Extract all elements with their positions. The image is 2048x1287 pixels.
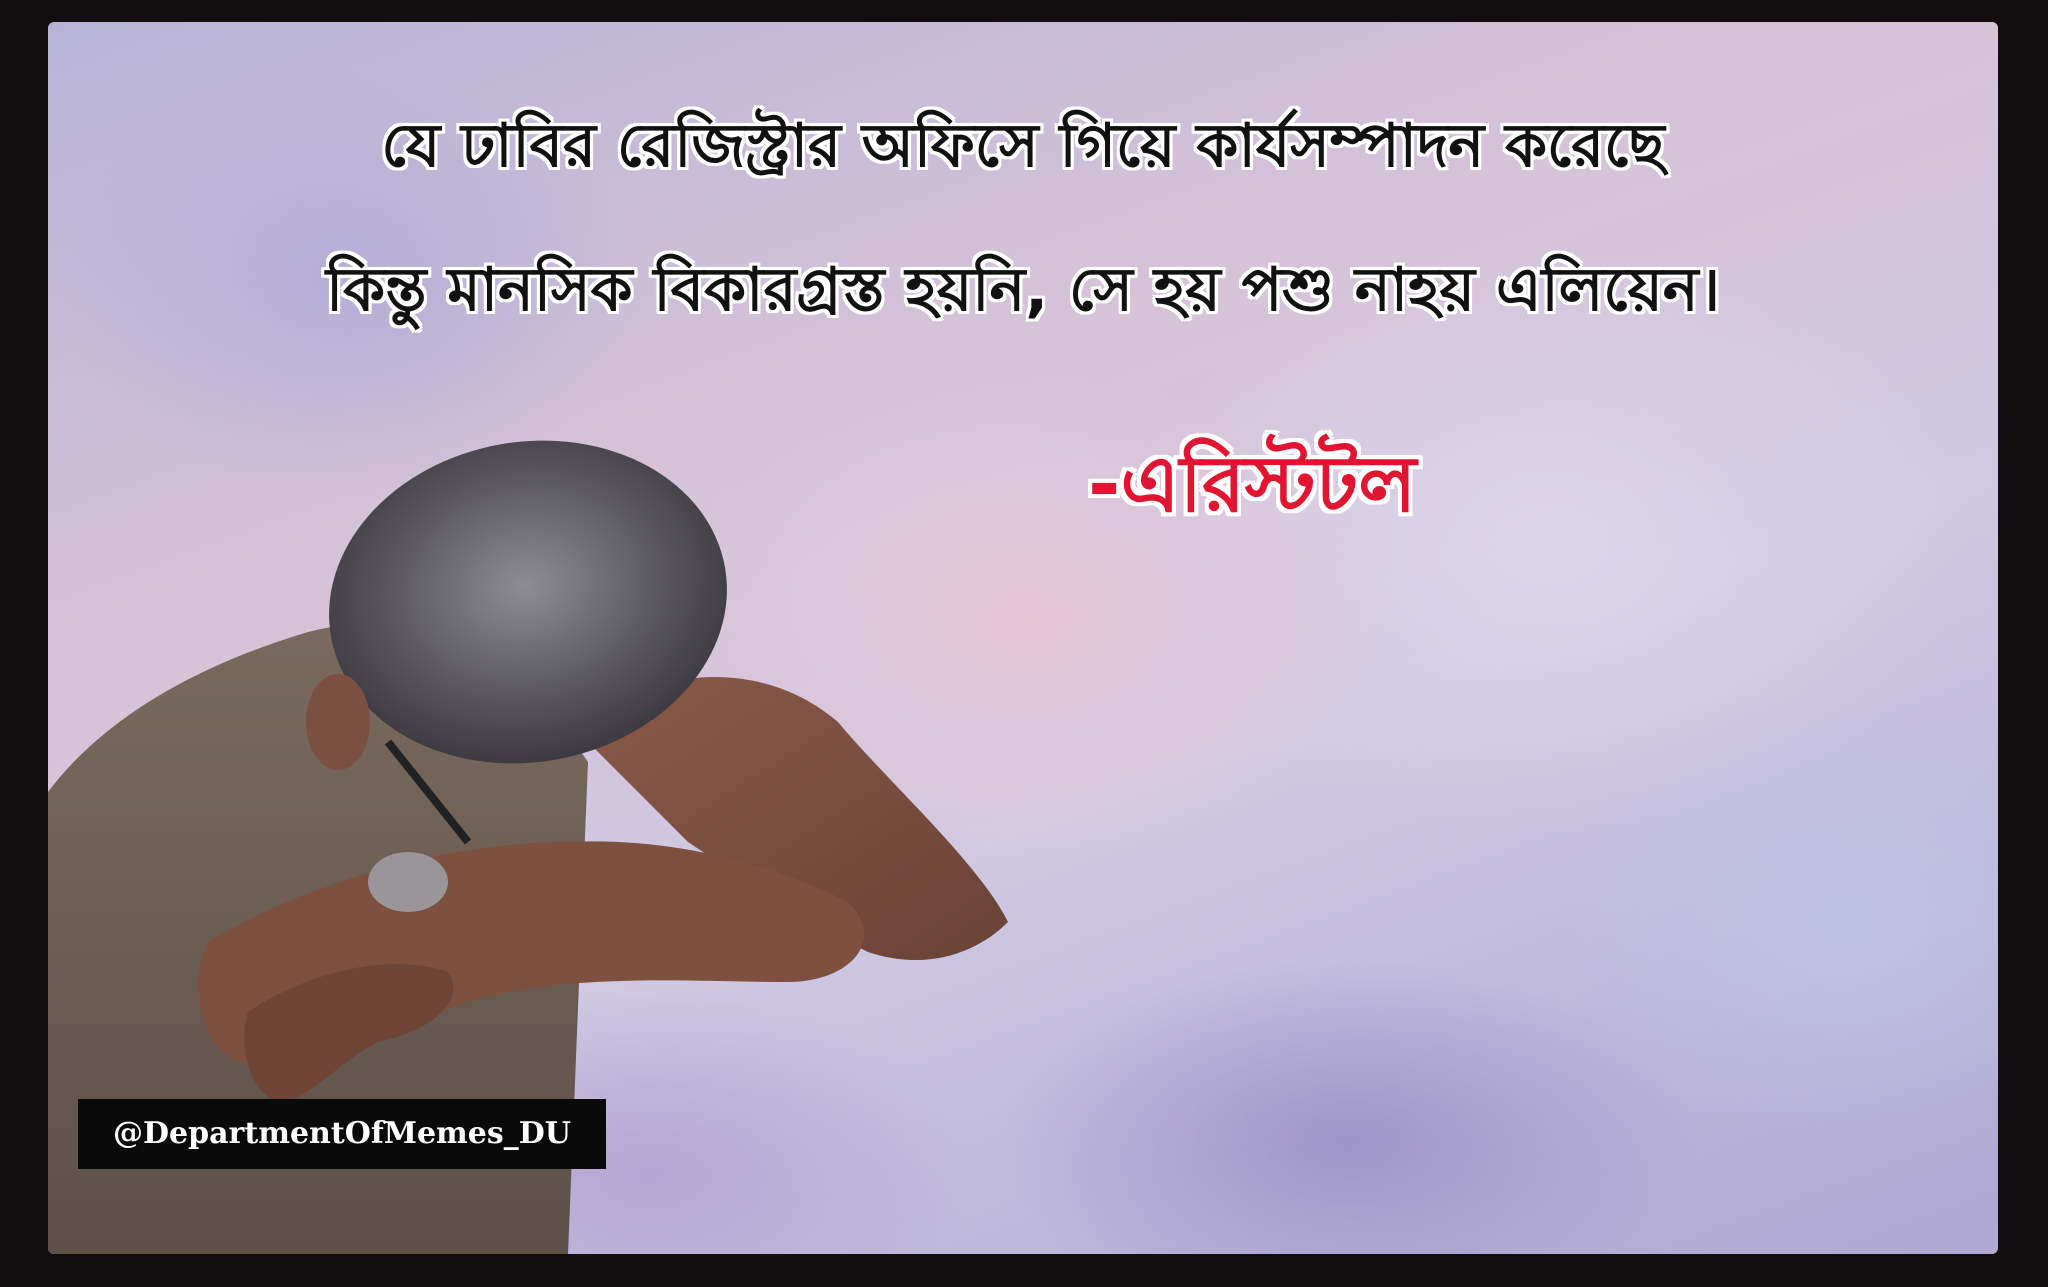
beard-shape — [368, 852, 448, 912]
man-resting-head-photo — [48, 22, 1998, 1254]
quote-line-1: যে ঢাবির রেজিস্ট্রার অফিসে গিয়ে কার্যসম্পাদন করেছে — [381, 111, 1665, 181]
watermark-label: @DepartmentOfMemes_DU — [78, 1099, 606, 1169]
ear-shape — [306, 674, 370, 770]
quote-line-2: কিন্তু মানসিক বিকারগ্রস্ত হয়নি, সে হয় পশু নাহয় এলিয়েন। — [325, 255, 1721, 325]
quote-author: -এরিস্টটল — [1088, 440, 1417, 530]
meme-canvas — [48, 22, 1998, 1254]
